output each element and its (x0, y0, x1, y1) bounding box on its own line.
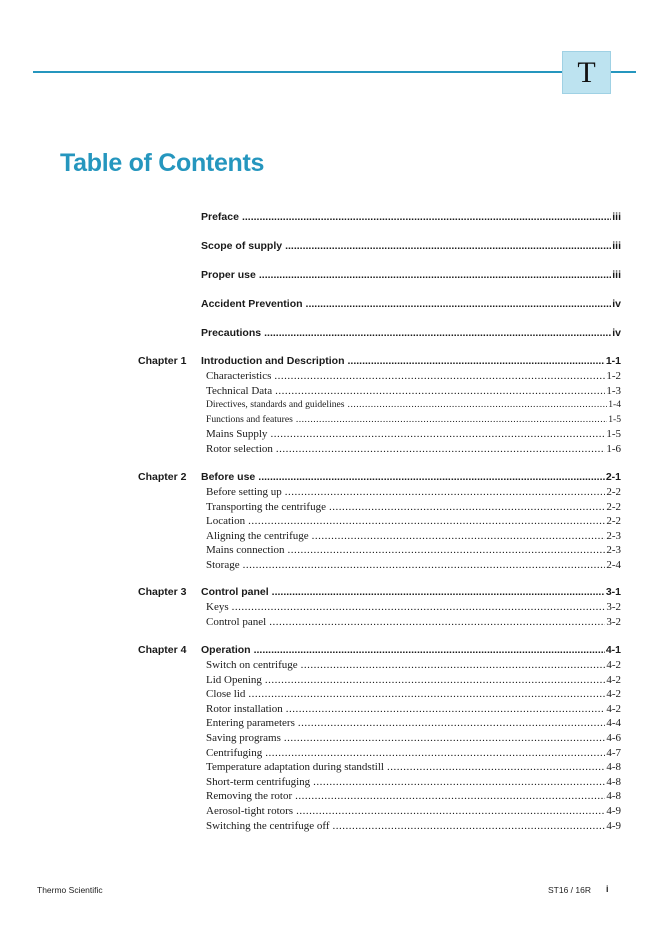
toc-section-entry[interactable] (206, 616, 621, 630)
toc-entry-title: Scope of supply (201, 240, 283, 252)
dot-leader (259, 270, 611, 281)
toc-entry-page: 4-2 (606, 688, 621, 701)
toc-entry-page: iii (612, 269, 621, 281)
toc-entry-page: 2-2 (606, 500, 621, 513)
dot-leader (270, 429, 605, 440)
toc-section-entry[interactable] (206, 501, 621, 515)
toc-entry-title: Switch on centrifuge (206, 659, 298, 671)
toc-section-entry[interactable] (206, 659, 621, 673)
toc-front-matter-entry[interactable] (201, 327, 621, 341)
toc-entry-title: Aerosol-tight rotors (206, 805, 294, 817)
dot-leader (295, 791, 605, 802)
toc-section-entry[interactable] (206, 776, 621, 790)
toc-section-entry[interactable] (206, 559, 621, 573)
toc-section-entry[interactable] (206, 601, 621, 615)
toc-entry-page: 1-1 (605, 355, 621, 367)
toc-entry-title: Accident Prevention (201, 298, 303, 310)
header-rule (33, 71, 636, 73)
chapter-label: Chapter 2 (138, 471, 187, 483)
dot-leader (313, 777, 605, 788)
toc-section-entry[interactable] (206, 790, 621, 804)
dot-leader (286, 704, 606, 715)
toc-entry-title: Control panel (206, 615, 267, 628)
dot-leader (232, 602, 606, 613)
toc-entry-title: Short-term centrifuging (206, 775, 311, 788)
toc-entry-title: Mains connection (206, 544, 285, 557)
dot-leader (288, 545, 606, 556)
chapter-label: Chapter 3 (138, 586, 187, 598)
dot-leader (333, 821, 606, 832)
toc-section-entry[interactable] (206, 515, 621, 529)
toc-entry-title: Proper use (201, 269, 256, 281)
toc-front-matter-entry[interactable] (201, 211, 621, 225)
toc-entry-title: Functions and features (206, 413, 293, 425)
toc-entry-title: Rotor installation (206, 702, 283, 715)
toc-section-entry[interactable] (206, 443, 621, 457)
toc-entry-title: Transporting the centrifuge (206, 500, 326, 513)
section-tab (562, 51, 611, 94)
chapter-label: Chapter 1 (138, 355, 187, 367)
dot-leader (265, 748, 605, 759)
chapter-label: Chapter 4 (138, 644, 187, 656)
dot-leader (248, 689, 605, 700)
dot-leader (242, 212, 611, 223)
toc-entry-title: Rotor selection (206, 443, 273, 455)
toc-section-entry[interactable] (206, 805, 621, 819)
toc-entry-page: 4-4 (606, 717, 621, 730)
toc-section-entry[interactable] (206, 688, 621, 702)
dot-leader (348, 356, 605, 367)
footer-model: ST16 / 16R (548, 885, 591, 895)
toc-entry-page: iv (612, 298, 621, 310)
toc-entry-page: 4-1 (605, 644, 621, 656)
dot-leader (274, 371, 605, 382)
toc-entry-page: 4-2 (606, 659, 621, 671)
toc-entry-page: 4-6 (606, 732, 621, 744)
dot-leader (285, 241, 611, 252)
toc-entry-page: 2-3 (606, 544, 621, 557)
dot-leader (243, 560, 606, 571)
toc-entry-page: 4-2 (606, 673, 621, 686)
toc-entry-title: Saving programs (206, 732, 281, 744)
dot-leader (348, 400, 608, 410)
toc-section-entry[interactable] (206, 747, 621, 761)
toc-entry-page: 4-8 (606, 761, 621, 774)
footer-publisher: Thermo Scientific (37, 885, 103, 895)
toc-entry-page: 4-9 (606, 819, 621, 832)
toc-entry-title: Introduction and Description (201, 355, 345, 367)
toc-entry-title: Control panel (201, 586, 269, 598)
toc-entry-title: Mains Supply (206, 428, 268, 441)
toc-section-entry[interactable] (206, 385, 621, 399)
toc-entry-page: 2-2 (606, 515, 621, 528)
toc-entry-title: Aligning the centrifuge (206, 529, 309, 542)
dot-leader (269, 617, 605, 628)
toc-front-matter-entry[interactable] (201, 298, 621, 312)
toc-section-entry[interactable] (206, 486, 621, 500)
toc-entry-page: 1-5 (608, 413, 621, 425)
toc-entry-page: iii (612, 240, 621, 252)
toc-entry-title: Preface (201, 211, 239, 223)
dot-leader (276, 444, 605, 455)
toc-section-entry[interactable] (206, 544, 621, 558)
toc-front-matter-entry[interactable] (201, 269, 621, 283)
toc-entry-title: Switching the centrifuge off (206, 819, 330, 832)
toc-entry-title: Precautions (201, 327, 262, 339)
toc-entry-page: 1-6 (606, 443, 621, 455)
toc-entry-page: 1-5 (606, 428, 621, 441)
dot-leader (387, 762, 605, 773)
dot-leader (258, 472, 605, 483)
toc-entry-title: Lid Opening (206, 673, 262, 686)
toc-entry-page: iv (612, 327, 621, 339)
toc-entry-page: 2-4 (606, 559, 621, 571)
dot-leader (248, 516, 605, 527)
toc-section-entry[interactable] (206, 732, 621, 746)
toc-section-entry[interactable] (206, 428, 621, 442)
toc-section-entry[interactable] (206, 414, 621, 428)
dot-leader (312, 531, 606, 542)
toc-entry-title: Location (206, 515, 246, 528)
toc-section-entry[interactable] (206, 703, 621, 717)
toc-entry-page: 2-3 (606, 529, 621, 542)
footer-page-number: i (606, 884, 609, 894)
dot-leader (296, 806, 605, 817)
toc-entry-page: 3-2 (606, 601, 621, 613)
dot-leader (254, 645, 605, 656)
dot-leader (306, 299, 612, 310)
toc-entry-page: 4-9 (606, 805, 621, 817)
toc-entry-page: 3-1 (605, 586, 621, 598)
toc-section-entry[interactable] (206, 674, 621, 688)
toc-entry-title: Centrifuging (206, 746, 263, 759)
toc-entry-title: Removing the rotor (206, 790, 293, 803)
toc-section-entry[interactable] (206, 399, 621, 413)
toc-entry-title: Operation (201, 644, 251, 656)
toc-entry-title: Directives, standards and guidelines (206, 399, 345, 411)
toc-section-entry[interactable] (206, 761, 621, 775)
dot-leader (265, 675, 605, 686)
toc-entry-page: 1-2 (606, 370, 621, 382)
toc-entry-title: Characteristics (206, 370, 272, 382)
toc-entry-page: 4-8 (606, 790, 621, 803)
toc-chapter-entry[interactable] (201, 355, 621, 369)
toc-entry-title: Temperature adaptation during standstill (206, 761, 384, 774)
page-title: Table of Contents (60, 149, 265, 177)
toc-entry-title: Close lid (206, 688, 246, 701)
dot-leader (329, 502, 605, 513)
toc-entry-page: 4-7 (606, 746, 621, 759)
toc-front-matter-entry[interactable] (201, 240, 621, 254)
toc-chapter-entry[interactable] (201, 471, 621, 485)
dot-leader (284, 733, 605, 744)
dot-leader (264, 328, 611, 339)
toc-entry-title: Entering parameters (206, 717, 295, 730)
toc-section-entry[interactable] (206, 530, 621, 544)
toc-entry-page: 4-8 (606, 775, 621, 788)
toc-entry-page: 4-2 (606, 702, 621, 715)
toc-entry-page: 2-1 (605, 471, 621, 483)
toc-section-entry[interactable] (206, 717, 621, 731)
toc-entry-page: 3-2 (606, 615, 621, 628)
toc-entry-title: Storage (206, 559, 240, 571)
toc-section-entry[interactable] (206, 820, 621, 834)
toc-entry-title: Technical Data (206, 384, 273, 397)
dot-leader (275, 386, 605, 397)
toc-entry-page: 1-4 (608, 399, 621, 411)
toc-entry-page: 2-2 (606, 486, 621, 498)
dot-leader (272, 587, 605, 598)
toc-entry-title: Keys (206, 601, 229, 613)
toc-chapter-entry[interactable] (201, 644, 621, 658)
dot-leader (296, 415, 607, 425)
toc-entry-page: iii (612, 211, 621, 223)
dot-leader (301, 660, 606, 671)
toc-section-entry[interactable] (206, 370, 621, 384)
toc-entry-title: Before use (201, 471, 256, 483)
toc-entry-title: Before setting up (206, 486, 282, 498)
section-tab-letter: T (577, 55, 596, 89)
toc-chapter-entry[interactable] (201, 586, 621, 600)
toc-entry-page: 1-3 (606, 384, 621, 397)
dot-leader (285, 487, 606, 498)
dot-leader (298, 718, 605, 729)
